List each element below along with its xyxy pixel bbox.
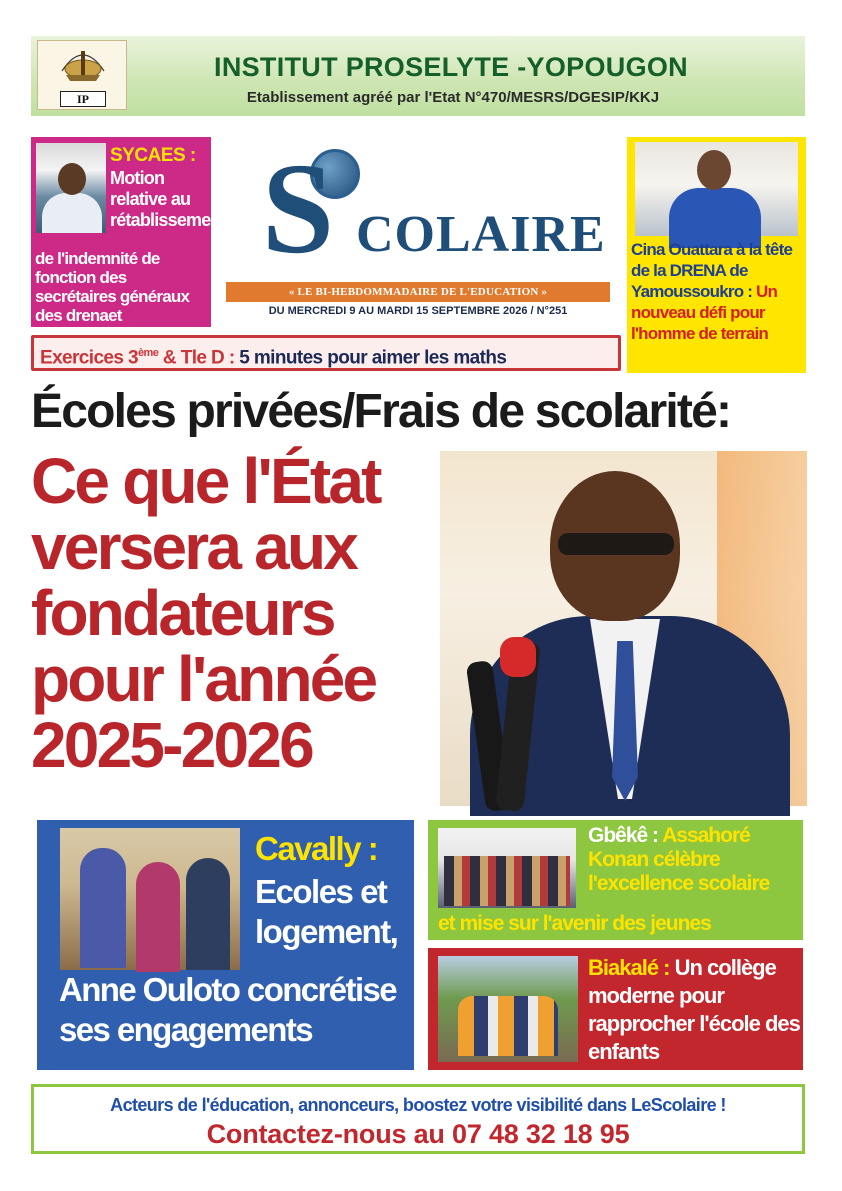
cavally-photo: [60, 828, 240, 970]
exercices-label-start: Exercices 3: [40, 347, 138, 369]
biakale-body: Un collège moderne pour rapprocher l'école des enfants: [588, 955, 800, 1064]
biakale-teaser[interactable]: [428, 948, 803, 1070]
cavally-sub: Ecoles et logement,: [255, 873, 398, 950]
masthead-logo-initial: S: [261, 137, 335, 281]
cina-text-red: Un nouveau défi pour l'homme de terrain: [631, 282, 778, 343]
cavally-teaser[interactable]: [37, 820, 414, 1070]
masthead-logo-word: COLAIRE: [356, 206, 606, 263]
ad-line1: Acteurs de l'éducation, annonceurs, boostez votre visibilité dans LeScolaire !: [110, 1095, 726, 1115]
biakale-kicker: Biakalé :: [588, 955, 675, 980]
lead-photo: [440, 451, 807, 806]
institut-logo: [37, 40, 127, 110]
exercices-label: [34, 338, 512, 368]
cina-ouattara-photo: [635, 142, 798, 236]
cina-ouattara-text: [631, 239, 805, 344]
institut-seal-icon: [58, 45, 108, 87]
gbeke-teaser[interactable]: [428, 820, 803, 940]
masthead-tagline: « LE BI-HEBDOMMADAIRE DE L'EDUCATION »: [226, 282, 610, 302]
ad-phone-line[interactable]: Contactez-nous au 07 48 32 18 95: [206, 1119, 630, 1149]
gbeke-line2: et mise sur l'avenir des jeunes: [438, 912, 711, 935]
lead-headline[interactable]: Ce que l'État versera aux fondateurs pour l'année 2025-2026: [31, 445, 380, 781]
sycaes-text-top: Motion relative au rétablissement: [110, 168, 226, 230]
gbeke-photo: [438, 828, 576, 908]
exercices-label-mid: & Tle D :: [158, 347, 240, 369]
exercices-label-sup: ème: [138, 347, 159, 359]
sycaes-photo: [36, 143, 106, 233]
gbeke-text-white: Assahoré: [662, 824, 750, 847]
exercices-bar[interactable]: [31, 335, 621, 371]
cavally-bottom: Anne Ouloto concrétise ses engagements: [59, 971, 397, 1048]
cina-ouattara-teaser[interactable]: [627, 137, 806, 373]
institut-banner: [31, 36, 805, 116]
masthead-dateline: DU MERCREDI 9 AU MARDI 15 SEPTEMBRE 2026 / N°251: [268, 305, 568, 317]
cavally-kicker: Cavally :: [255, 830, 378, 867]
sycaes-text-bottom: de l'indemnité de fonction des secrétaires généraux des drenaet: [35, 249, 190, 325]
sycaes-teaser[interactable]: [31, 137, 226, 327]
institut-title: INSTITUT PROSELYTE -YOPOUGON: [214, 52, 688, 82]
sycaes-kicker: SYCAES :: [110, 145, 196, 166]
gbeke-text: [588, 824, 802, 896]
biakale-photo: [438, 956, 578, 1062]
logo-ip-text: IP: [60, 91, 106, 107]
cina-text-blue: Cina Ouattara à la tête de la DRENA de Yamoussoukro :: [631, 240, 793, 301]
gbeke-kicker: Gbêkê :: [588, 824, 663, 847]
biakale-text: [588, 954, 802, 1066]
advertising-box[interactable]: [31, 1084, 805, 1154]
lead-kicker: Écoles privées/Frais de scolarité:: [31, 385, 731, 438]
exercices-label-rest: 5 minutes pour aimer les maths: [239, 347, 507, 369]
institut-subtitle: Etablissement agréé par l'Etat N°470/MESRS/DGESIP/KKJ: [246, 89, 660, 106]
masthead: [218, 137, 622, 327]
gbeke-text-yellow: Konan célèbre l'excellence scolaire: [588, 848, 770, 895]
